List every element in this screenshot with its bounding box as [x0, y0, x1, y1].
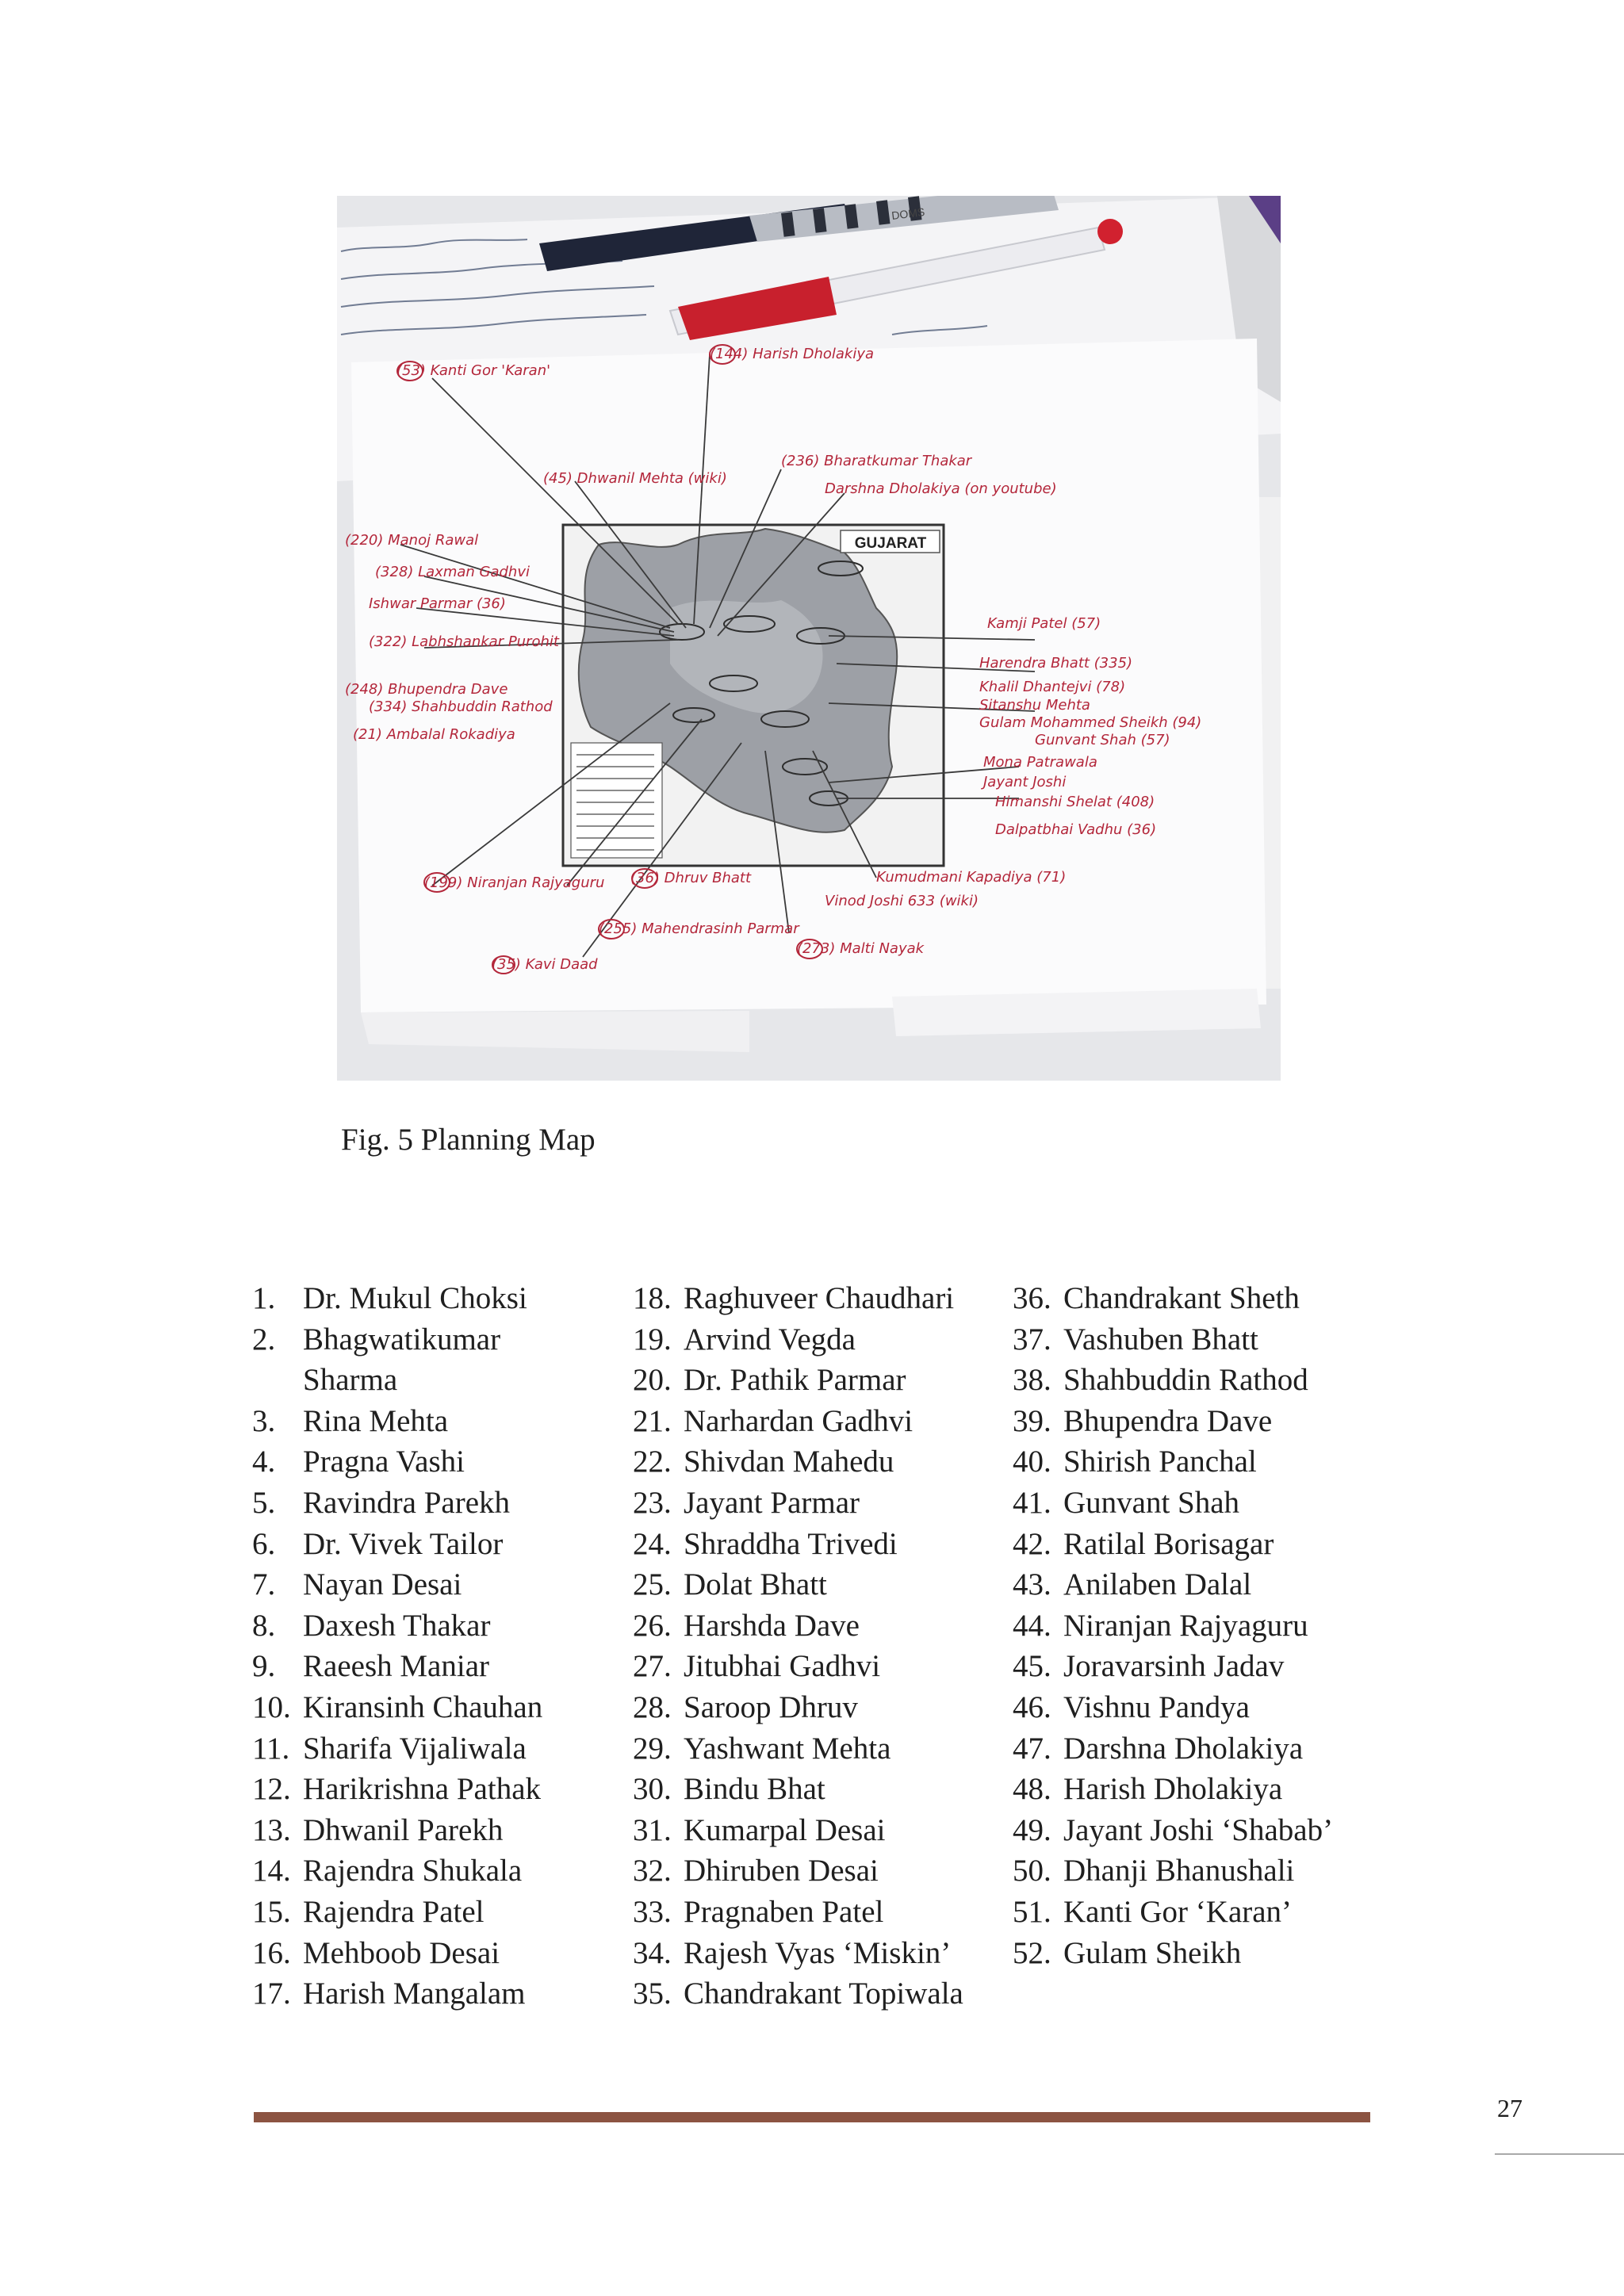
- list-name: Anilaben Dalal: [1063, 1567, 1252, 1602]
- list-item: [252, 1564, 557, 1605]
- list-item: [252, 1441, 557, 1483]
- list-number: 32.: [633, 1854, 672, 1888]
- list-item: [252, 1646, 557, 1687]
- annotation-text: Khalil Dhantejvi (78): [979, 679, 1126, 695]
- annotation-text: (53) Kanti Gor 'Karan': [396, 362, 551, 379]
- list-number: 5.: [252, 1485, 276, 1520]
- annotation-text: Himanshi Shelat (408): [995, 794, 1155, 810]
- list-item: [1013, 1360, 1396, 1401]
- list-name: Arvind Vegda: [684, 1322, 856, 1357]
- list-name: Shahbuddin Rathod: [1063, 1363, 1308, 1398]
- list-number: 35.: [633, 1976, 672, 2011]
- list-name: Dhiruben Desai: [684, 1854, 879, 1888]
- list-name: Dhanji Bhanushali: [1063, 1854, 1295, 1888]
- annotation-text: (21) Ambalal Rokadiya: [353, 726, 515, 743]
- list-number: 37.: [1013, 1322, 1051, 1357]
- list-name: Yashwant Mehta: [684, 1731, 891, 1766]
- list-number: 33.: [633, 1894, 672, 1929]
- list-name: Saroop Dhruv: [684, 1689, 858, 1724]
- list-item: [1013, 1483, 1396, 1524]
- list-name: Jayant Joshi ‘Shabab’: [1063, 1812, 1334, 1847]
- list-item: [633, 1769, 1017, 1810]
- list-number: 7.: [252, 1567, 276, 1602]
- list-item: [252, 1278, 557, 1319]
- list-item: [1013, 1401, 1396, 1442]
- list-number: 16.: [252, 1935, 291, 1970]
- list-name: Nayan Desai: [303, 1567, 462, 1602]
- list-number: 13.: [252, 1812, 291, 1847]
- list-item: [633, 1564, 1017, 1605]
- annotation-text: (35) Kavi Daad: [492, 956, 598, 973]
- annotation-text: (236) Bharatkumar Thakar: [781, 453, 972, 469]
- list-name: Dolat Bhatt: [684, 1567, 827, 1602]
- list-item: [633, 1810, 1017, 1851]
- list-name: Shirish Panchal: [1063, 1445, 1257, 1479]
- annotation-text: Dalpatbhai Vadhu (36): [995, 821, 1157, 838]
- list-name: Dr. Vivek Tailor: [303, 1526, 504, 1561]
- list-number: 4.: [252, 1445, 276, 1479]
- list-name: Kumarpal Desai: [684, 1812, 886, 1847]
- annotation-text: (328) Laxman Gadhvi: [375, 564, 530, 580]
- names-column-3: [1013, 1278, 1396, 1973]
- list-name: Dr. Mukul Choksi: [303, 1281, 527, 1315]
- list-name: Vashuben Bhatt: [1063, 1322, 1258, 1357]
- list-name: Gunvant Shah: [1063, 1485, 1240, 1520]
- list-name: Chandrakant Topiwala: [684, 1976, 963, 2011]
- list-item: [633, 1973, 1017, 2015]
- list-number: 2.: [252, 1322, 276, 1357]
- annotation-text: Ishwar Parmar (36): [369, 595, 506, 612]
- pen-brand-label: DOMS: [891, 205, 926, 222]
- list-number: 22.: [633, 1445, 672, 1479]
- list-number: 11.: [252, 1731, 290, 1766]
- annotation-text: Jayant Joshi: [983, 774, 1067, 790]
- list-name: Kanti Gor ‘Karan’: [1063, 1894, 1293, 1929]
- list-name: Gulam Sheikh: [1063, 1935, 1242, 1970]
- names-column-2: [633, 1278, 1017, 2015]
- list-name: Narhardan Gadhvi: [684, 1403, 914, 1438]
- annotation-text: Kumudmani Kapadiya (71): [876, 869, 1067, 886]
- list-item: [1013, 1524, 1396, 1565]
- list-item: [633, 1933, 1017, 1974]
- annotation-text: (273) Malti Nayak: [797, 940, 925, 957]
- list-number: 52.: [1013, 1935, 1051, 1970]
- list-number: 14.: [252, 1854, 291, 1888]
- list-name: Dhwanil Parekh: [303, 1812, 504, 1847]
- annotation-text: (45) Dhwanil Mehta (wiki): [543, 470, 727, 487]
- list-number: 10.: [252, 1689, 291, 1724]
- annotation-text: (144) Harish Dholakiya: [710, 346, 875, 362]
- planning-map-photo: [337, 196, 1281, 1081]
- list-item: [633, 1278, 1017, 1319]
- list-item: [633, 1850, 1017, 1892]
- list-name: Darshna Dholakiya: [1063, 1731, 1304, 1766]
- list-name: Bhupendra Dave: [1063, 1403, 1273, 1438]
- list-item: [1013, 1278, 1396, 1319]
- list-name: Sharifa Vijaliwala: [303, 1731, 527, 1766]
- list-item: [252, 1605, 557, 1647]
- list-number: 31.: [633, 1812, 672, 1847]
- list-item: [252, 1401, 557, 1442]
- list-number: 46.: [1013, 1689, 1051, 1724]
- list-item: [1013, 1687, 1396, 1728]
- list-number: 8.: [252, 1608, 276, 1643]
- annotation-text: (199) Niranjan Rajyaguru: [424, 874, 605, 891]
- list-item: [633, 1687, 1017, 1728]
- list-item: [633, 1401, 1017, 1442]
- list-number: 38.: [1013, 1363, 1051, 1398]
- annotation-text: Mona Patrawala: [983, 754, 1097, 771]
- list-number: 42.: [1013, 1526, 1051, 1561]
- list-name: Mehboob Desai: [303, 1935, 500, 1970]
- page-number: 27: [1497, 2094, 1522, 2122]
- list-number: 43.: [1013, 1567, 1051, 1602]
- list-number: 24.: [633, 1526, 672, 1561]
- list-number: 44.: [1013, 1608, 1051, 1643]
- list-number: 27.: [633, 1649, 672, 1684]
- list-name: Pragna Vashi: [303, 1445, 465, 1479]
- list-item: [633, 1524, 1017, 1565]
- annotation-text: Harendra Bhatt (335): [979, 655, 1133, 672]
- list-name: Raeesh Maniar: [303, 1649, 489, 1684]
- list-item: [633, 1483, 1017, 1524]
- list-item: [633, 1646, 1017, 1687]
- list-name: Rina Mehta: [303, 1403, 449, 1438]
- list-number: 21.: [633, 1403, 672, 1438]
- list-item: [252, 1769, 557, 1810]
- list-item: [1013, 1728, 1396, 1770]
- list-name: Dr. Pathik Parmar: [684, 1363, 906, 1398]
- list-item: [252, 1933, 557, 1974]
- list-item: [1013, 1810, 1396, 1851]
- list-name: Rajendra Shukala: [303, 1854, 523, 1888]
- list-number: 47.: [1013, 1731, 1051, 1766]
- list-item: [1013, 1850, 1396, 1892]
- list-item: [1013, 1319, 1396, 1360]
- footer-divider: [254, 2112, 1370, 2122]
- list-number: 39.: [1013, 1403, 1051, 1438]
- list-name: Jitubhai Gadhvi: [684, 1649, 881, 1684]
- list-number: 45.: [1013, 1649, 1051, 1684]
- list-item: [1013, 1892, 1396, 1933]
- list-number: 20.: [633, 1363, 672, 1398]
- list-item: [633, 1605, 1017, 1647]
- map-header-label: GUJARAT: [854, 535, 927, 552]
- list-name: Harish Dholakiya: [1063, 1772, 1283, 1807]
- list-number: 30.: [633, 1772, 672, 1807]
- list-number: 19.: [633, 1322, 672, 1357]
- list-item: [252, 1483, 557, 1524]
- list-number: 50.: [1013, 1854, 1051, 1888]
- list-name: Bhagwatikumar Sharma: [303, 1322, 501, 1398]
- list-number: 23.: [633, 1485, 672, 1520]
- annotation-text: (220) Manoj Rawal: [345, 532, 479, 549]
- list-name: Harish Mangalam: [303, 1976, 526, 2011]
- list-item: [1013, 1646, 1396, 1687]
- list-item: [633, 1319, 1017, 1360]
- list-item: [252, 1810, 557, 1851]
- list-item: [252, 1892, 557, 1933]
- list-item: [1013, 1605, 1396, 1647]
- list-number: 26.: [633, 1608, 672, 1643]
- list-item: [252, 1524, 557, 1565]
- list-item: [252, 1728, 557, 1770]
- names-column-1: [252, 1278, 557, 2015]
- annotation-text: (255) Mahendrasinh Parmar: [599, 920, 799, 937]
- list-number: 3.: [252, 1403, 276, 1438]
- annotation-text: Vinod Joshi 633 (wiki): [825, 893, 979, 909]
- figure-caption: Fig. 5 Planning Map: [341, 1123, 596, 1157]
- list-name: Ratilal Borisagar: [1063, 1526, 1274, 1561]
- list-number: 25.: [633, 1567, 672, 1602]
- list-number: 12.: [252, 1772, 291, 1807]
- list-name: Vishnu Pandya: [1063, 1689, 1250, 1724]
- list-name: Niranjan Rajyaguru: [1063, 1608, 1308, 1643]
- annotation-text: (248) Bhupendra Dave: [345, 681, 508, 698]
- list-item: [1013, 1769, 1396, 1810]
- list-number: 28.: [633, 1689, 672, 1724]
- page-number-rule: [1495, 2153, 1624, 2155]
- list-number: 41.: [1013, 1485, 1051, 1520]
- list-name: Rajendra Patel: [303, 1894, 485, 1929]
- annotation-text: Gunvant Shah (57): [1035, 732, 1170, 748]
- annotation-text: Gulam Mohammed Sheikh (94): [979, 714, 1202, 731]
- list-name: Harikrishna Pathak: [303, 1772, 542, 1807]
- list-name: Shraddha Trivedi: [684, 1526, 898, 1561]
- list-item: [1013, 1441, 1396, 1483]
- list-number: 15.: [252, 1894, 291, 1929]
- annotation-text: (334) Shahbuddin Rathod: [369, 698, 553, 715]
- list-name: Rajesh Vyas ‘Miskin’: [684, 1935, 952, 1970]
- list-name: Bindu Bhat: [684, 1772, 825, 1807]
- list-name: Harshda Dave: [684, 1608, 860, 1643]
- list-number: 48.: [1013, 1772, 1051, 1807]
- list-number: 40.: [1013, 1445, 1051, 1479]
- list-name: Pragnaben Patel: [684, 1894, 884, 1929]
- list-item: [633, 1892, 1017, 1933]
- list-item: [1013, 1564, 1396, 1605]
- list-number: 6.: [252, 1526, 276, 1561]
- list-number: 51.: [1013, 1894, 1051, 1929]
- annotation-text: Kamji Patel (57): [987, 615, 1101, 632]
- list-number: 34.: [633, 1935, 672, 1970]
- list-item: [252, 1687, 557, 1728]
- list-name: Shivdan Mahedu: [684, 1445, 894, 1479]
- list-name: Daxesh Thakar: [303, 1608, 491, 1643]
- list-number: 9.: [252, 1649, 276, 1684]
- list-item: [633, 1360, 1017, 1401]
- list-item: [1013, 1933, 1396, 1974]
- list-name: Joravarsinh Jadav: [1063, 1649, 1285, 1684]
- list-item: [252, 1973, 557, 2015]
- list-item: [252, 1319, 557, 1401]
- annotation-text: (322) Labhshankar Purohit: [369, 633, 559, 650]
- list-name: Chandrakant Sheth: [1063, 1281, 1300, 1315]
- list-number: 1.: [252, 1281, 276, 1315]
- list-name: Jayant Parmar: [684, 1485, 860, 1520]
- annotation-text: Darshna Dholakiya (on youtube): [825, 480, 1057, 497]
- list-number: 17.: [252, 1976, 291, 2011]
- annotation-text: (36) Dhruv Bhatt: [630, 870, 752, 886]
- list-number: 36.: [1013, 1281, 1051, 1315]
- annotation-text: Sitanshu Mehta: [979, 697, 1090, 714]
- list-name: Raghuveer Chaudhari: [684, 1281, 955, 1315]
- list-name: Kiransinh Chauhan: [303, 1689, 543, 1724]
- list-number: 49.: [1013, 1812, 1051, 1847]
- list-item: [252, 1850, 557, 1892]
- list-number: 29.: [633, 1731, 672, 1766]
- list-item: [633, 1728, 1017, 1770]
- list-name: Ravindra Parekh: [303, 1485, 511, 1520]
- list-number: 18.: [633, 1281, 672, 1315]
- list-item: [633, 1441, 1017, 1483]
